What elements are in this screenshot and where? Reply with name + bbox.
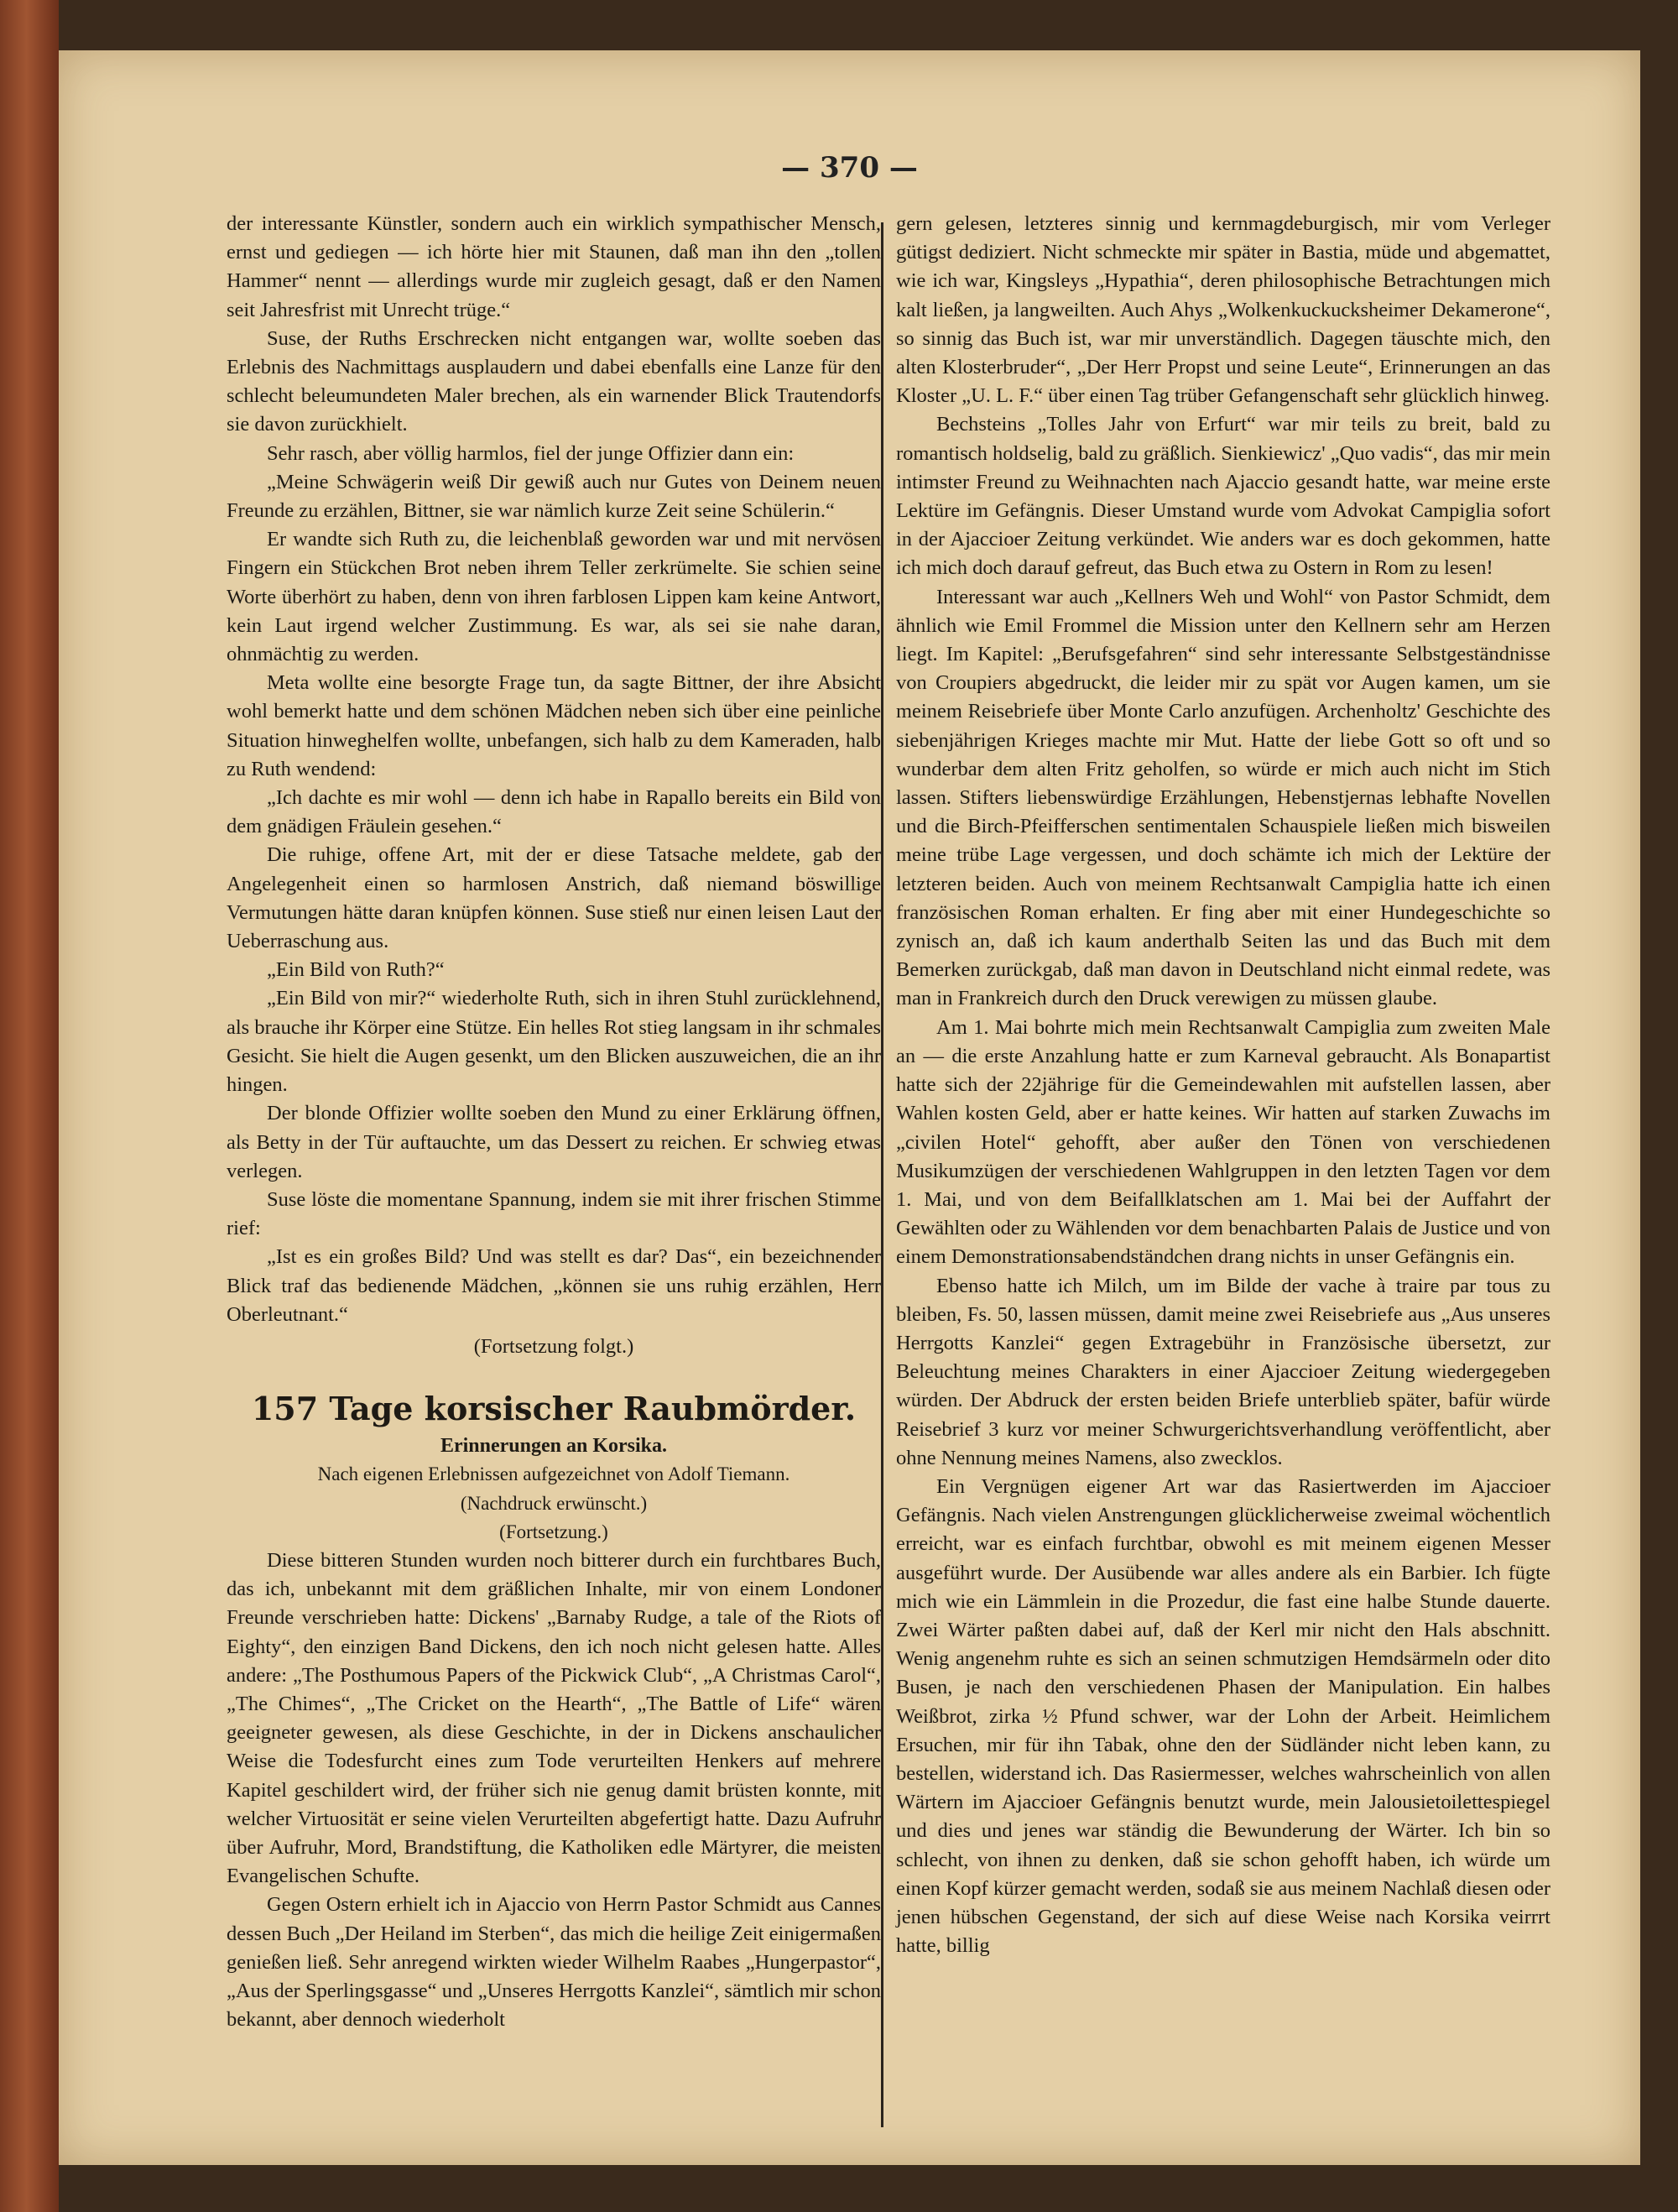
paragraph: „Ist es ein großes Bild? Und was stellt es dar? Das“, ein bezeichnender Blick traf das bedienende Mädchen, „können sie uns ruhig erzählen, Herr Oberleutnant.“ <box>227 1245 881 1326</box>
article-byline: Nach eigenen Erlebnissen aufgezeichnet von Adolf Tiemann. <box>317 1463 790 1485</box>
reprint-note: (Nachdruck erwünscht.) <box>460 1492 648 1514</box>
continuation-note: (Fortsetzung folgt.) <box>473 1334 634 1358</box>
continued-note: (Fortsetzung.) <box>499 1521 608 1542</box>
paragraph: Ebenso hatte ich Milch, um im Bilde der vache à traire par tous zu bleiben, Fs. 50, lassen müssen, damit meine zwei Reisebriefe aus „Aus unseres Herrgotts Kanzlei“ gegen Extragebühr in Französische übersetzt, zur Beleuchtung meines Charakters in einer Ajaccioer Zeitung wiedergegeben würden. Der Abdruck der ersten beiden Briefe unterblieb später, bafür würde Reisebrief 3 kurz vor meiner Schwurgerichtsverhandlung veröffentlicht, aber ohne Nennung meines Namens, also zwecklos. <box>896 1274 1550 1469</box>
left-column <box>227 210 881 2034</box>
article-title: 157 Tage korsischer Raubmörder. <box>251 1390 857 1428</box>
paragraph: der interessante Künstler, sondern auch ein wirklich sympathischer Mensch, ernst und gediegen — ich hörte hier mit Staunen, daß man ihn den „tollen Hammer“ nennt — allerdings wurde mir zugleich gesagt, daß er den Namen seit Jahresfrist mit Unrecht trüge.“ <box>227 212 881 321</box>
page-number: — 370 — <box>781 151 918 185</box>
paragraph: „Ein Bild von Ruth?“ <box>267 958 445 982</box>
paragraph: Die ruhige, offene Art, mit der er diese Tatsache meldete, gab der Angelegenheit einen so harmlosen Anstrich, daß niemand böswillige Vermutungen hätte daran knüpfen können. Suse stieß nur einen leisen Laut der Ueberraschung aus. <box>227 843 881 953</box>
paragraph: „Ich dachte es mir wohl — denn ich habe in Rapallo bereits ein Bild von dem gnädigen Fräulein gesehen.“ <box>227 786 881 838</box>
paragraph: Suse löste die momentane Spannung, indem sie mit ihrer frischen Stimme rief: <box>227 1187 881 1240</box>
paragraph: Am 1. Mai bohrte mich mein Rechtsanwalt Campiglia zum zweiten Male an — die erste Anzahlung hatte er zum Karneval gebraucht. Als Bonapartist hatte sich der 22jährige für die Gemeindewahlen mit aufstellen lassen, aber Wahlen kosten Geld, aber er hatte keines. Wir hatten auf starken Zuwachs im „civilen Hotel“ gehofft, aber außer den Tönen von verschiedenen Musikumzügen der verschiedenen Wahlgruppen in den letzten Tagen vor dem 1. Mai, und von dem Beifallklatschen am 1. Mai bei der Auffahrt der Gewählten oder zu Wählenden vor dem benachbarten Palais de Justice und von einem Demonstrationsabendständchen drang nichts in unser Gefängnis ein. <box>896 1015 1550 1269</box>
paragraph: Er wandte sich Ruth zu, die leichenblaß geworden war und mit nervösen Fingern ein Stückchen Brot neben ihrem Teller zerkrümelte. Sie schien seine Worte überhört zu haben, denn von ihren farblosen Lippen kam keine Antwort, kein Laut irgend welcher Zustimmung. Es war, als sei sie nahe daran, ohnmächtig zu werden. <box>227 528 881 666</box>
paragraph: Gegen Ostern erhielt ich in Ajaccio von Herrn Pastor Schmidt aus Cannes dessen Buch „Der Heiland im Sterben“, das mich die heilige Zeit einigermaßen genießen ließ. Sehr anregend wirkten wieder Wilhelm Raabes „Hungerpastor“, „Aus der Sperlingsgasse“ und „Unseres Herrgotts Kanzlei“, sämtlich mir schon bekannt, aber dennoch wiederholt <box>227 1893 881 2032</box>
paragraph: Diese bitteren Stunden wurden noch bitterer durch ein furchtbares Buch, das ich, unbekannt mit dem gräßlichen Inhalte, mir von einem Londoner Freunde verschrieben hatte: Dickens' „Barnaby Rudge, a tale of the Riots of Eighty“, den einzigen Band Dickens, den ich noch nicht gelesen hatte. Alles andere: „The Posthumous Papers of the Pickwick Club“, „A Christmas Carol“, „The Chimes“, „The Cricket on the Hearth“, „The Battle of Life“ wären geeigneter gewesen, als diese Geschichte, in der in Dickens anschaulicher Weise die Todesfurcht eines zum Tode verurteilten Henkers auf mehrere Kapitel geschildert wird, der früher sich nie genug damit brüsten konnte, mit welcher Virtuosität er seine vielen Verurteilten abgefertigt hatte. Dazu Aufruhr über Aufruhr, Mord, Brandstiftung, die Katholiken edle Märtyrer, die meisten Evangelischen Schufte. <box>227 1548 881 1888</box>
paragraph: Ein Vergnügen eigener Art war das Rasiertwerden im Ajaccioer Gefängnis. Nach vielen Anstrengungen glücklicherweise zweimal wöchentlich erreicht, war es einfach furchtbar, obwohl es mit meinem eigenen Messer ausgeführt wurde. Der Ausübende war alles andere als ein Barbier. Ich fügte mich wie ein Lämmlein in die Prozedur, die fast eine halbe Stunde dauerte. Zwei Wärter paßten dabei auf, daß der Kerl mir nicht den Hals abschnitt. Wenig angenehm ruhte es sich an seinen schmutzigen Hemdsärmeln oder dito Busen, je nach den verschiedenen Phasen der Manipulation. Ein halbes Weißbrot, zirka ½ Pfund schwer, war der Lohn der Arbeit. Heimlichem Ersuchen, mir für ihn Tabak, ohne den der Südländer nicht leben kann, zu bestellen, widerstand ich. Das Rasiermesser, welches wahrscheinlich von allen Wärtern im Ajaccioer Gefängnis benutzt wurde, mein Jalousietoilettespiegel und dies und jenes war ständig die Bewunderung der Wärter. Ich bin so schlecht, von ihnen zu denken, daß sie schon gehofft haben, ich würde um einen Kopf kürzer gemacht werden, sodaß sie aus meinem Nachlaß diesen oder jenen hübschen Gegenstand, der sich auf diese Weise nach Korsika veirrrt hatte, billig <box>896 1474 1550 1958</box>
paragraph: „Meine Schwägerin weiß Dir gewiß auch nur Gutes von Deinem neuen Freunde zu erzählen, Bittner, sie war nämlich kurze Zeit seine Schülerin.“ <box>227 470 881 523</box>
paragraph: Sehr rasch, aber völlig harmlos, fiel der junge Offizier dann ein: <box>267 441 795 465</box>
column-divider <box>881 222 883 2127</box>
paragraph: Interessant war auch „Kellners Weh und Wohl“ von Pastor Schmidt, dem ähnlich wie Emil Frommel die Mission unter den Kellnern sehr am Herzen liegt. Im Kapitel: „Berufsgefahren“ sind sehr interessante Selbstgeständnisse von Croupiers abgedruckt, die leider mir zu spät vor Augen kamen, um sie meinem Reisebriefe über Monte Carlo anzufügen. Archenholtz' Geschichte des siebenjährigen Krieges machte mir Mut. Hatte der liebe Gott so oft und so wunderbar dem alten Fritz geholfen, so würde er mich auch nicht im Stich lassen. Stifters liebenswürdige Erzählungen, Hebenstjernas lebhafte Novellen und die Birch-Pfeifferschen sentimentalen Schauspiele ließen mich bisweilen meine trübe Lage vergessen, und doch schämte ich mich der Lektüre der letzteren beiden. Auch von meinem Rechtsanwalt Campiglia hatte ich einen französischen Roman erhalten. Er fing aber mit einer Hundegeschichte so zynisch an, daß ich kaum anderthalb Seiten las und das Buch mit dem Bemerken zurückgab, daß man davon in Deutschland nicht einmal redete, was man in Frankreich durch den Druck verewigen zu müssen glaube. <box>896 585 1550 1010</box>
right-column <box>896 210 1550 1960</box>
paragraph: gern gelesen, letzteres sinnig und kernmagdeburgisch, mir vom Verleger gütigst dediziert. Nicht schmeckte mir später in Bastia, müde und abgemattet, wie ich war, Kingsleys „Hypathia“, deren philosophische Betrachtungen mich kalt ließen, ja langweilten. Auch Ahys „Wolkenkuckucksheimer Dekamerone“, so sinnig das Buch ist, war mir unverständlich. Dagegen täuschte mich, den alten Klosterbruder“, „Der Herr Propst und seine Leute“, Erinnerungen an das Kloster „U. L. F.“ über einen Tag trüber Gefangenschaft sehr glücklich hinweg. <box>896 212 1550 408</box>
paragraph: Bechsteins „Tolles Jahr von Erfurt“ war mir teils zu breit, bald zu romantisch holdselig, bald zu gräßlich. Sienkiewicz' „Quo vadis“, das mir mein intimster Freund zu Weihnachten nach Ajaccio gesandt hatte, war meine erste Lektüre im Gefängnis. Dieser Umstand wurde vom Advokat Campiglia sofort in der Ajaccioer Zeitung verkündet. Wie anders war es doch gekommen, hatte ich mich doch darauf gefreut, das Buch etwa zu Ostern in Rom zu lesen! <box>896 413 1550 580</box>
newspaper-page <box>59 50 1640 2165</box>
paragraph: Suse, der Ruths Erschrecken nicht entgangen war, wollte soeben das Erlebnis des Nachmittags ausplaudern und dabei ebenfalls eine Lanze für den schlecht beleumundeten Maler brechen, als ein warnender Blick Trautendorfs sie davon zurückhielt. <box>227 326 881 436</box>
paragraph: „Ein Bild von mir?“ wiederholte Ruth, sich in ihren Stuhl zurücklehnend, als brauche ihr Körper eine Stütze. Ein helles Rot stieg langsam in ihr schmales Gesicht. Sie hielt die Augen gesenkt, um den Blicken auszuweichen, die an ihr hingen. <box>227 987 881 1097</box>
paragraph: Der blonde Offizier wollte soeben den Mund zu einer Erklärung öffnen, als Betty in der Tür auftauchte, um das Dessert zu reichen. Er schwieg etwas verlegen. <box>227 1102 881 1182</box>
article-subtitle: Erinnerungen an Korsika. <box>440 1435 668 1458</box>
paragraph: Meta wollte eine besorgte Frage tun, da sagte Bittner, der ihre Absicht wohl bemerkt hatte und dem schönen Mädchen neben sich über eine peinliche Situation hinweghelfen wollte, unbefangen, sich halb zu dem Kameraden, halb zu Ruth wendend: <box>227 671 881 780</box>
book-spine <box>0 0 59 2212</box>
